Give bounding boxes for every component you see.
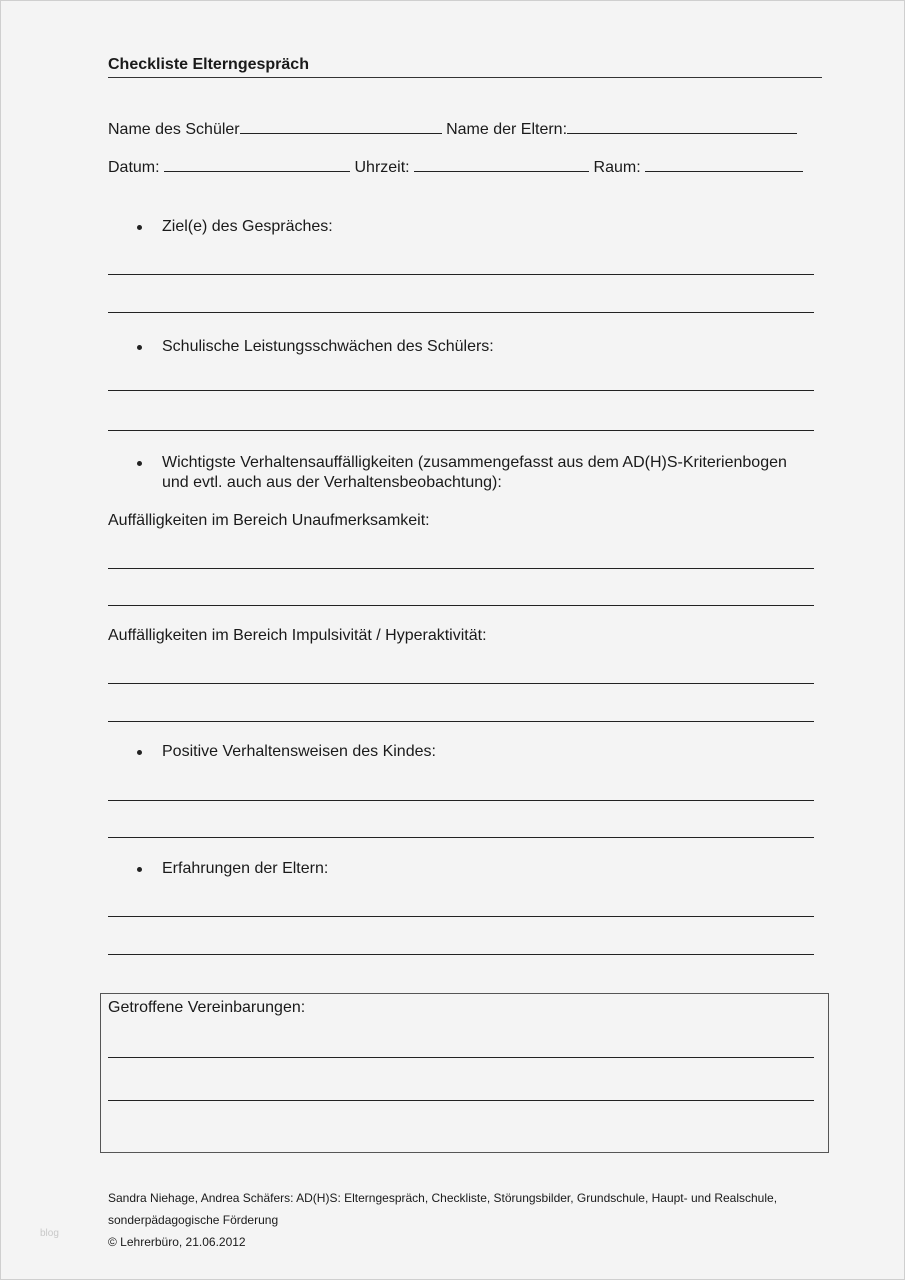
write-line[interactable] (108, 683, 814, 684)
time-label: Uhrzeit: (354, 159, 410, 176)
goals-heading: Ziel(e) des Gespräches: (162, 218, 333, 235)
parents-heading: Erfahrungen der Eltern: (162, 860, 329, 877)
write-line[interactable] (108, 568, 814, 569)
behavior-heading-2: und evtl. auch aus der Verhaltensbeobachtung): (162, 474, 502, 491)
room-field[interactable] (645, 157, 803, 172)
student-name-label: Name des Schüler (108, 121, 240, 138)
inattention-heading: Auffälligkeiten im Bereich Unaufmerksamkeit: (108, 512, 430, 529)
bullet-icon (137, 225, 142, 230)
bullet-icon (137, 750, 142, 755)
write-line[interactable] (108, 605, 814, 606)
time-field[interactable] (414, 157, 589, 172)
positive-heading: Positive Verhaltensweisen des Kindes: (162, 743, 436, 760)
impulsivity-heading: Auffälligkeiten im Bereich Impulsivität / Hyperaktivität: (108, 627, 487, 644)
room-label: Raum: (593, 159, 641, 176)
bullet-icon (137, 867, 142, 872)
name-row (108, 119, 797, 140)
write-line[interactable] (108, 274, 814, 275)
date-row (108, 157, 803, 178)
behavior-heading-1: Wichtigste Verhaltensauffälligkeiten (zusammengefasst aus dem AD(H)S-Kriterienbogen (162, 454, 787, 471)
page-title: Checkliste Elterngespräch (108, 56, 309, 73)
title-rule (108, 77, 822, 78)
agreements-heading: Getroffene Vereinbarungen: (108, 999, 306, 1016)
write-line[interactable] (108, 1057, 814, 1058)
weaknesses-heading: Schulische Leistungsschwächen des Schülers: (162, 338, 494, 355)
write-line[interactable] (108, 312, 814, 313)
write-line[interactable] (108, 800, 814, 801)
write-line[interactable] (108, 954, 814, 955)
bullet-icon (137, 345, 142, 350)
parent-name-label: Name der Eltern: (446, 121, 568, 138)
watermark: blog (40, 1228, 59, 1239)
write-line[interactable] (108, 916, 814, 917)
parent-name-field[interactable] (567, 119, 797, 134)
write-line[interactable] (108, 721, 814, 722)
write-line[interactable] (108, 1100, 814, 1101)
write-line[interactable] (108, 430, 814, 431)
date-label: Datum: (108, 159, 160, 176)
write-line[interactable] (108, 390, 814, 391)
student-name-field[interactable] (240, 119, 442, 134)
footer-citation-2: sonderpädagogische Förderung (108, 1213, 279, 1227)
write-line[interactable] (108, 837, 814, 838)
footer-copyright: © Lehrerbüro, 21.06.2012 (108, 1235, 246, 1249)
bullet-icon (137, 461, 142, 466)
footer-citation: Sandra Niehage, Andrea Schäfers: AD(H)S: Elterngespräch, Checkliste, Störungsbilder, Grundschule, Haupt- und Realschule, (108, 1191, 778, 1205)
date-field[interactable] (164, 157, 350, 172)
